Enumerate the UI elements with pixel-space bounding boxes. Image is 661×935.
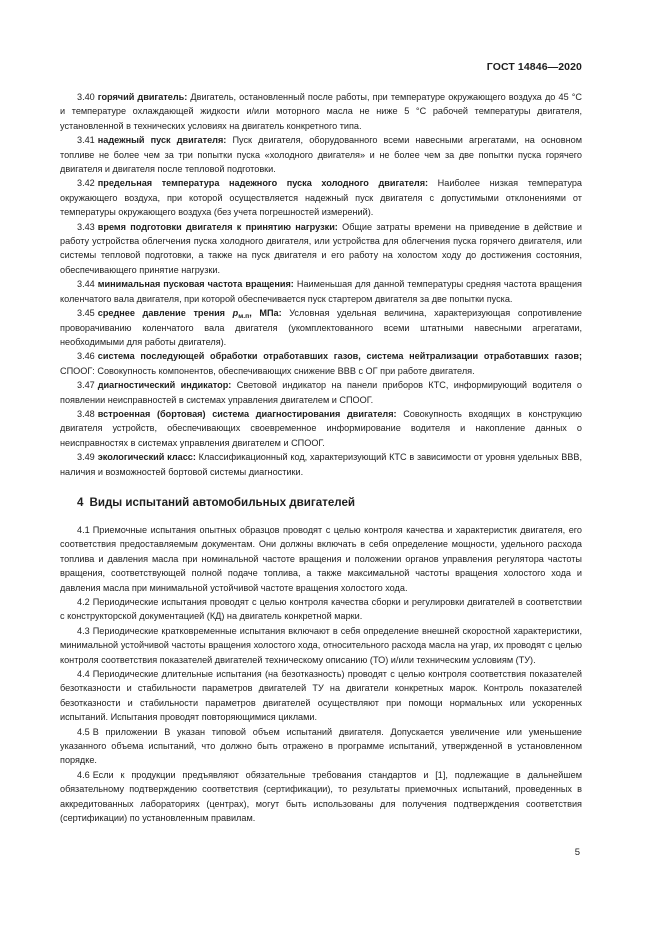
clause-text: Периодические длительные испытания (на безотказность) проводят с целью контроля соответствия показателей безотказности и стабильности параметров двигателей ТУ на двигатели конкретных марок. Контроль показателей безотказности и стабильности параметров двигателей осуществляют при помощи нормальных или ускоренных испытаний. Испытания проводят повторяющимися циклами.: [60, 669, 582, 723]
clause-4-1: [60, 523, 582, 595]
item-number: 3.45: [77, 308, 95, 319]
clause-4-6: [60, 768, 582, 826]
definition-3-48: [60, 407, 582, 450]
definition-3-41: [60, 133, 582, 176]
term: минимальная пусковая частота вращения:: [97, 279, 294, 290]
term-definition: Наименьшая для данной температуры средняя частота вращения коленчатого вала двигателя, при которой обеспечивается пуск стартером двигателя за две попытки пуска.: [60, 279, 582, 304]
formula-symbol: p: [232, 308, 239, 319]
term-definition: Совокупность входящих в конструкцию двигателя устройств, обеспечивающих своевременное информирование водителя и накопление данных о неисправностях в системах управления двигателем и СПООГ.: [60, 408, 582, 448]
term: [97, 308, 282, 321]
item-number: 3.44: [77, 279, 95, 290]
clause-4-2: [60, 595, 582, 624]
term: время подготовки двигателя к принятию нагрузки:: [97, 221, 338, 232]
document-header: ГОСТ 14846—2020: [486, 61, 582, 73]
definition-3-45: [60, 306, 582, 349]
term-definition: Классификационный код, характеризующий КТС в зависимости от уровня удельных ВВВ, наличия и возможностей бортовой системы диагностики.: [60, 452, 582, 477]
clause-4-5: [60, 725, 582, 768]
clause-number: 4.5: [77, 726, 90, 737]
term-definition: Общие затраты времени на приведение в действие и работу устройства облегчения пуска холодного двигателя, или устройства для облегчения пуска горячего двигателя, или системы тепловой подготовки, а также на пуск двигателя и его работу на холостом ходу до достижения состояния, обеспечивающего принятие нагрузки.: [60, 221, 582, 275]
clause-4-4: [60, 667, 582, 725]
clause-text: Периодические кратковременные испытания включают в себя определение внешней скоростной характеристики, минимальной устойчивой частоты вращения холостого хода, относительного расхода масла на угар, их проводят с целью контроля соответствия показателей двигателей техническому описанию (ТО) и/или техническим условиям (ТУ).: [60, 625, 582, 665]
item-number: 3.49: [77, 452, 95, 463]
definition-3-47: [60, 378, 582, 407]
item-number: 3.42: [77, 178, 95, 189]
definition-3-40: [60, 90, 582, 133]
definition-3-49: [60, 450, 582, 479]
clause-number: 4.6: [77, 769, 90, 780]
clause-number: 4.1: [77, 524, 90, 535]
term-definition: Световой индикатор на панели приборов КТС, информирующий водителя о появлении неисправностей в системах управления двигателем и СПООГ.: [60, 380, 583, 405]
formula-subscript: м.п: [238, 313, 250, 321]
term-text: среднее давление трения: [97, 308, 233, 319]
term-definition: Пуск двигателя, оборудованного всеми навесными агрегатами, на основном топливе не более чем за три попытки пуска «холодного двигателя» и не более чем за две попытки пуска горячего двигателя и двигателя после тепловой подготовки.: [60, 135, 582, 175]
term-definition: Двигатель, остановленный после работы, при температуре окружающего воздуха до 45 °С и температуре охлаждающей жидкости и/или моторного масла не ниже 5 °С рабочей температуры двигателя, установленной в технических условиях на двигатель конкретного типа.: [60, 92, 582, 131]
definition-3-44: [60, 277, 582, 306]
term: диагностический индикатор:: [97, 380, 232, 391]
clause-number: 4.2: [77, 597, 90, 607]
item-number: 3.46: [77, 351, 95, 362]
term-definition: Наиболее низкая температура окружающего воздуха, при которой осуществляется надежный пуск двигателя с допустимыми отклонениями от температуры окружающего воздуха (без учета погрешностей измерений).: [60, 178, 582, 218]
term: надежный пуск двигателя:: [97, 135, 227, 146]
definition-3-46: [60, 349, 582, 378]
item-number: 3.41: [77, 135, 95, 146]
definition-3-43: [60, 220, 582, 278]
clause-text: Если к продукции предъявляют обязательные требования стандартов и [1], подлежащие в дальнейшем обязательному подтверждению соответствия (сертификации), то результаты приемочных испытаний, проведенных в аккредитованных лабораториях (центрах), могут быть использованы для получения подтверждения соответствия (сертификации) по установленным правилам.: [60, 769, 582, 824]
clause-text: Периодические испытания проводят с целью контроля качества сборки и регулировки двигателей в соответствии с конструкторской документацией (КД) на двигатель конкретной марки.: [60, 597, 582, 622]
term-definition: Условная удельная величина, характеризующая сопротивление проворачиванию коленчатого вала двигателя (укомплектованного всеми штатными навесными агрегатами, необходимыми для работы двигателя).: [60, 308, 582, 347]
item-number: 3.40: [77, 92, 95, 102]
term: предельная температура надежного пуска холодного двигателя:: [97, 178, 429, 189]
section-number: 4: [77, 495, 84, 509]
section-heading: [60, 493, 582, 513]
section-title: Виды испытаний автомобильных двигателей: [89, 495, 356, 509]
term-unit: , МПа:: [249, 308, 282, 319]
page-number: 5: [574, 847, 580, 858]
definition-3-42: [60, 176, 582, 219]
clause-number: 4.4: [77, 669, 90, 680]
term: горячий двигатель:: [97, 92, 188, 102]
term-definition: СПООГ: Совокупность компонентов, обеспечивающих снижение ВВВ с ОГ при работе двигателя.: [60, 365, 475, 376]
page-body: [60, 90, 582, 826]
clause-text: В приложении В указан типовой объем испытаний двигателя. Допускается увеличение или уменьшение указанного объема испытаний, что должно быть отражено в программе испытаний, утвержденной в установленном порядке.: [60, 726, 582, 766]
item-number: 3.48: [77, 408, 95, 419]
clause-4-3: [60, 624, 582, 667]
item-number: 3.43: [77, 221, 95, 232]
clause-text: Приемочные испытания опытных образцов проводят с целью контроля качества и характеристик двигателя, его соответствия предоставляемым документам. Они должны включать в себя определение мощности, удельного расхода топлива и давления масла при номинальной частоте вращения и положении органов управления регулятора частоты вращения, соответствующей полной подаче топлива, а также максимальной частоты вращения холостого хода и давления масла при минимальной устойчивой частоте вращения холостого хода.: [60, 524, 582, 593]
clause-number: 4.3: [77, 625, 90, 636]
term: система последующей обработки отработавших газов, система нейтрализации отработавших газов;: [97, 351, 582, 362]
term: экологический класс:: [97, 452, 196, 463]
term: встроенная (бортовая) система диагностирования двигателя:: [97, 408, 397, 419]
item-number: 3.47: [77, 380, 95, 391]
